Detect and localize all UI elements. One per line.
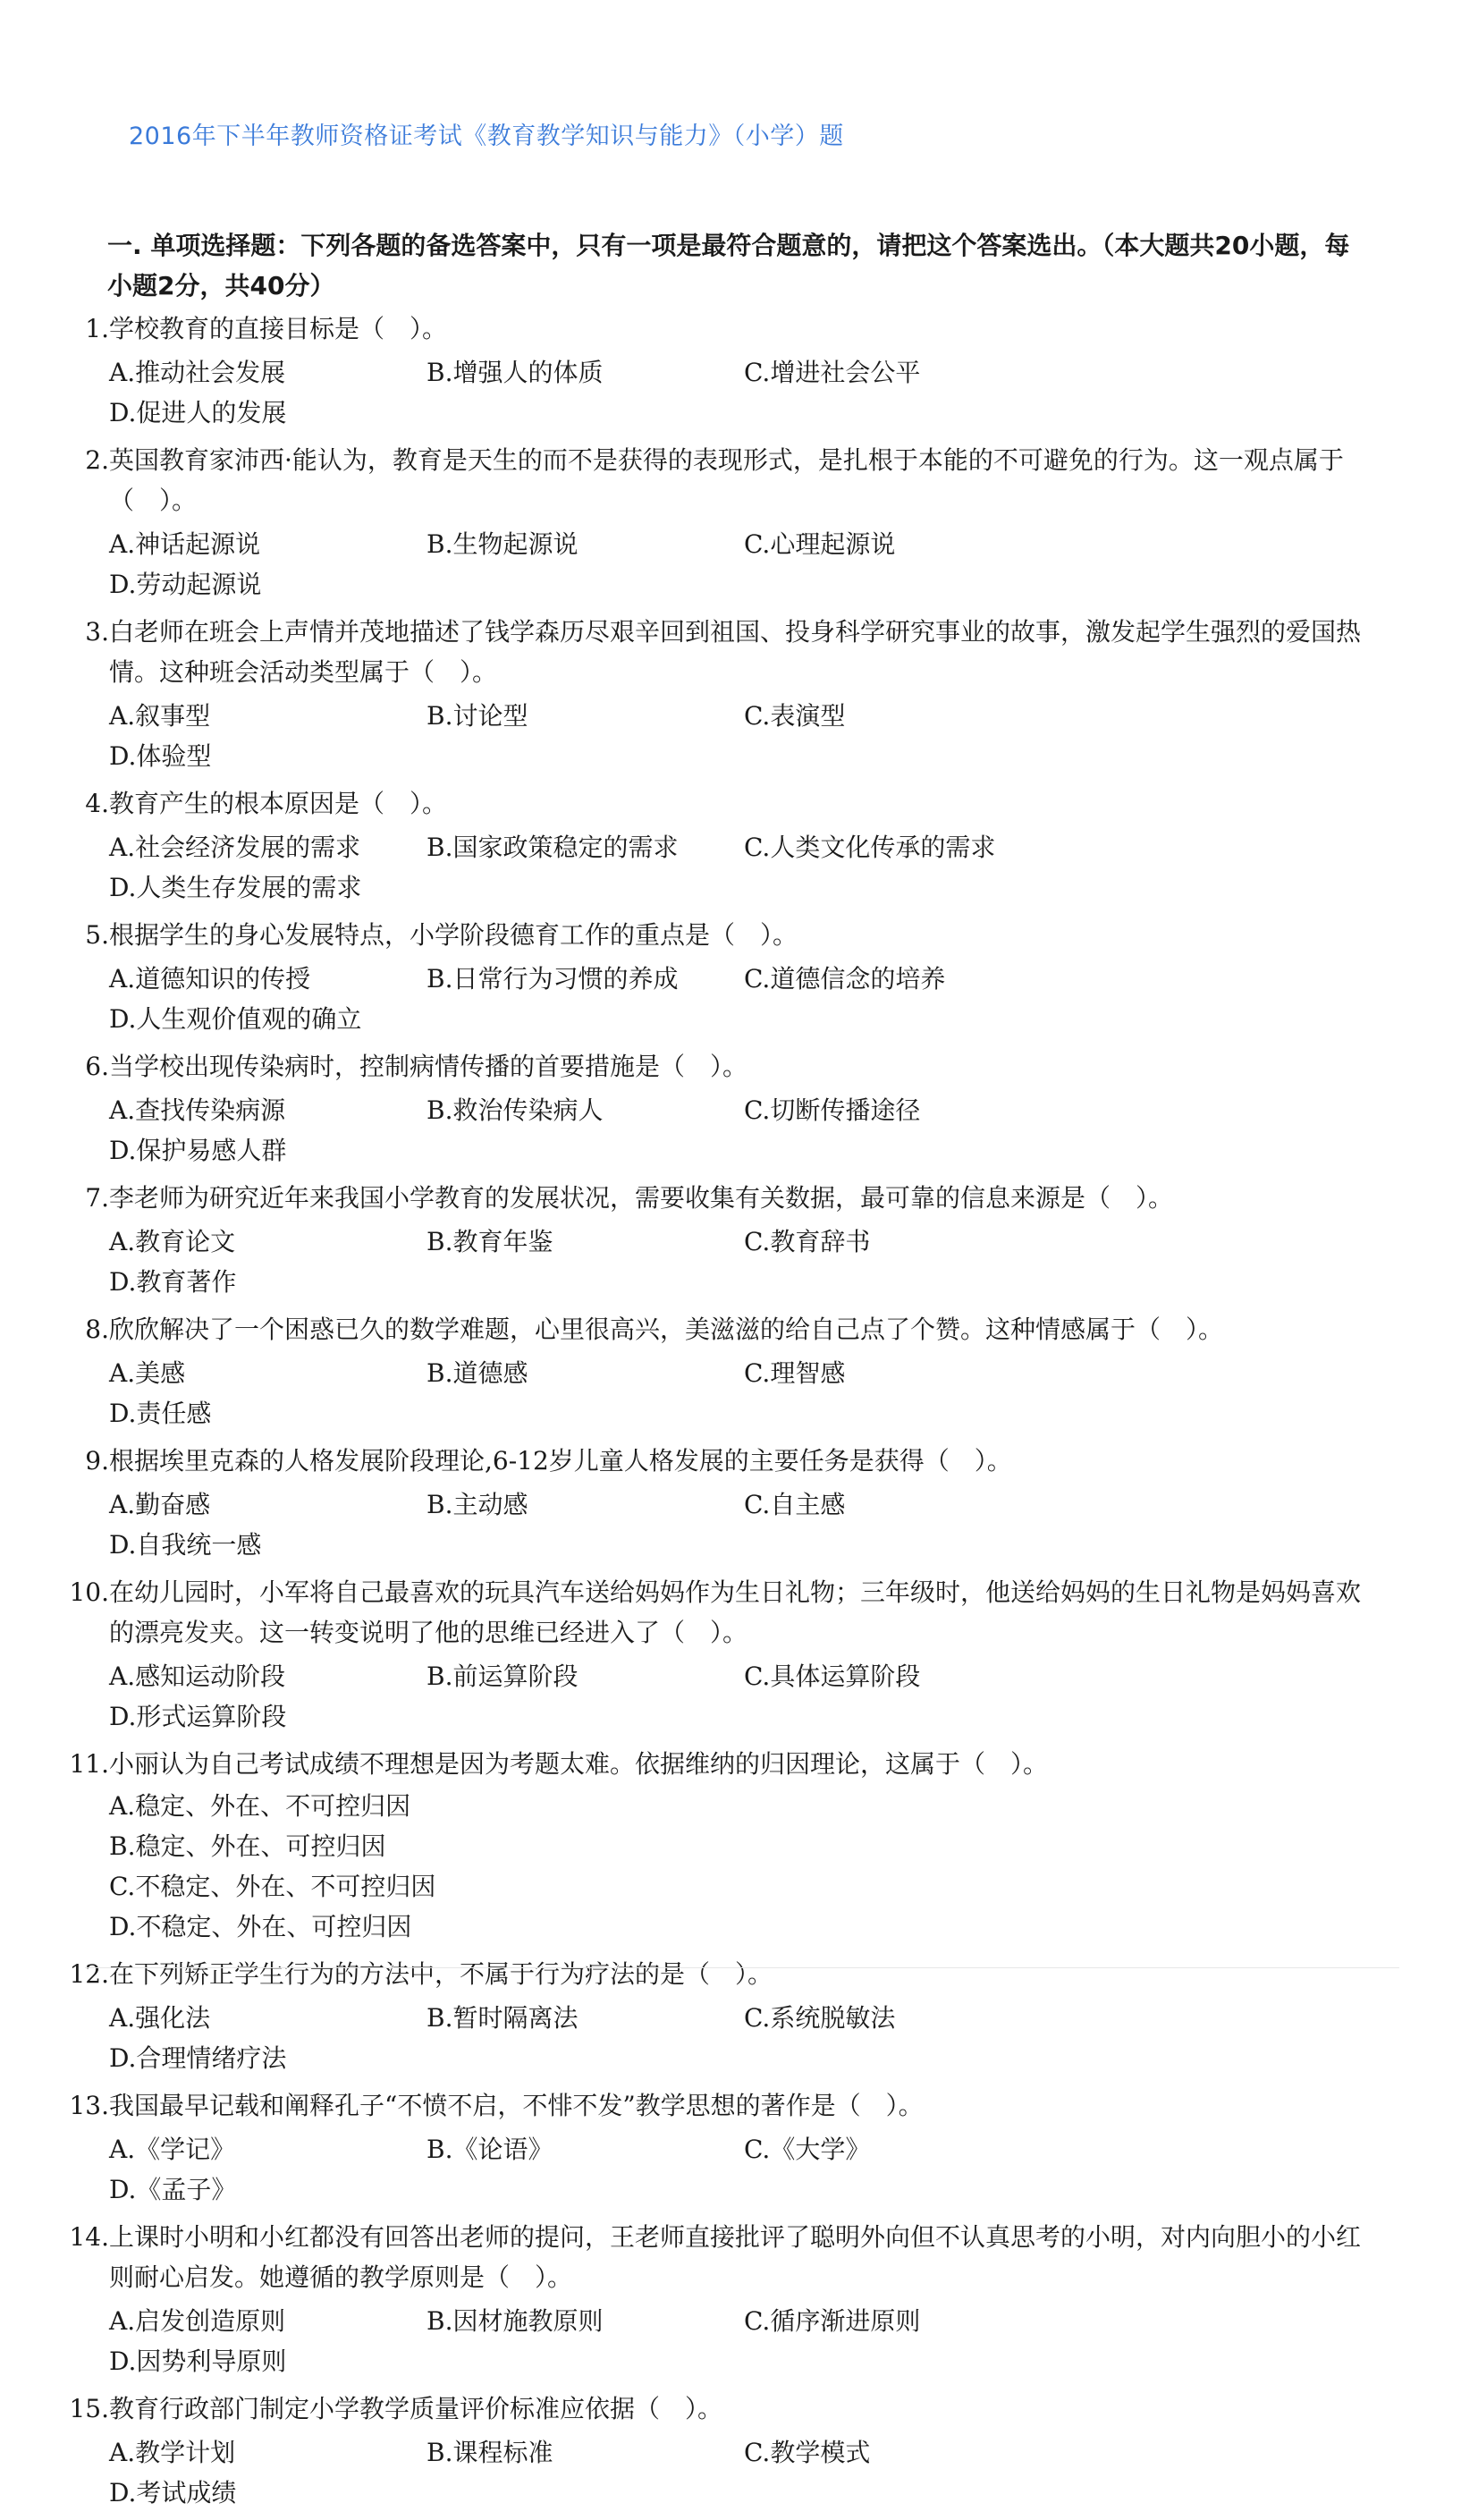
answer-option: A.教学计划 [109, 2438, 236, 2467]
answer-option: B.《论语》 [427, 2135, 553, 2164]
option-group [66, 827, 1372, 908]
answer-option: B.增强人的体质 [427, 358, 604, 387]
section-heading: 一. 单项选择题：下列各题的备选答案中，只有一项是最符合题意的，请把这个答案选出。（本大题共20小题，每小题2分，共40分） [107, 231, 1350, 300]
question-item [66, 2085, 1372, 2210]
option-group [66, 1998, 1372, 2078]
answer-option: B.前运算阶段 [427, 1662, 579, 1691]
option-group [66, 1222, 1372, 1302]
answer-option: D.促进人的发展 [109, 398, 287, 427]
question-item [66, 2389, 1372, 2513]
answer-option: B.暂时隔离法 [427, 2003, 579, 2033]
answer-option: D.教育著作 [109, 1267, 237, 1297]
question-stem [66, 1572, 1372, 1653]
question-text: 白老师在班会上声情并茂地描述了钱学森历尽艰辛回到祖国、投身科学研究事业的故事，激发起学生强烈的爱国热情。这种班会活动类型属于（ ）。 [109, 617, 1362, 687]
answer-option: C.不稳定、外在、不可控归因 [109, 1872, 436, 1901]
answer-option: A.教育论文 [109, 1227, 236, 1256]
answer-option: D.《孟子》 [109, 2175, 237, 2204]
answer-option: A.启发创造原则 [109, 2306, 286, 2336]
question-stem [66, 915, 1372, 955]
answer-option: C.心理起源说 [744, 529, 896, 559]
answer-option: B.稳定、外在、可控归因 [109, 1831, 386, 1861]
question-item [66, 1309, 1372, 1433]
question-number: 11. [69, 1749, 109, 1779]
question-text: 当学校出现传染病时，控制病情传播的首要措施是（ ）。 [109, 1052, 748, 1081]
answer-option: C.理智感 [744, 1358, 846, 1388]
option-group [66, 1090, 1372, 1171]
question-item [66, 783, 1372, 908]
option-group [66, 1656, 1372, 1737]
question-number: 12. [69, 1959, 109, 1989]
document-title: 2016年下半年教师资格证考试《教育教学知识与能力》（小学）题 [129, 123, 844, 150]
answer-option: D.不稳定、外在、可控归因 [109, 1912, 412, 1941]
answer-option: A.社会经济发展的需求 [109, 833, 361, 862]
question-item [66, 1178, 1372, 1302]
question-text: 教育行政部门制定小学教学质量评价标准应依据（ ）。 [109, 2394, 723, 2423]
answer-option: A.查找传染病源 [109, 1095, 286, 1125]
option-group [66, 959, 1372, 1039]
question-text: 在幼儿园时，小军将自己最喜欢的玩具汽车送给妈妈作为生日礼物；三年级时，他送给妈妈的生日礼物是妈妈喜欢的漂亮发夹。这一转变说明了他的思维已经进入了（ ）。 [109, 1577, 1362, 1647]
option-group [66, 696, 1372, 776]
answer-option: C.《大学》 [744, 2135, 871, 2164]
question-number: 4. [85, 789, 109, 818]
question-stem [66, 1954, 1372, 1994]
answer-option: B.日常行为习惯的养成 [427, 964, 679, 994]
question-text: 欣欣解决了一个困惑已久的数学难题，心里很高兴，美滋滋的给自己点了个赞。这种情感属于（ ）。 [109, 1315, 1224, 1344]
answer-option: B.生物起源说 [427, 529, 579, 559]
question-number: 1. [85, 314, 109, 343]
option-group [66, 2301, 1372, 2381]
answer-option: A.推动社会发展 [109, 358, 286, 387]
question-number: 9. [85, 1446, 109, 1476]
question-text: 根据学生的身心发展特点，小学阶段德育工作的重点是（ ）。 [109, 920, 798, 950]
question-item [66, 1046, 1372, 1171]
answer-option: C.具体运算阶段 [744, 1662, 921, 1691]
answer-option: C.表演型 [744, 701, 846, 731]
answer-option: C.增进社会公平 [744, 358, 921, 387]
question-number: 14. [69, 2222, 109, 2252]
question-text: 教育产生的根本原因是（ ）。 [109, 789, 448, 818]
question-number: 2. [85, 445, 109, 475]
question-list [66, 309, 1372, 2520]
option-group [66, 1786, 1372, 1947]
answer-option: A.神话起源说 [109, 529, 261, 559]
question-item [66, 309, 1372, 433]
question-text: 英国教育家沛西·能认为，教育是天生的而不是获得的表现形式，是扎根于本能的不可避免的行为。这一观点属于（ ）。 [109, 445, 1344, 515]
option-group [66, 2432, 1372, 2513]
answer-option: D.劳动起源说 [109, 570, 262, 599]
answer-option: D.保护易感人群 [109, 1136, 287, 1165]
option-group [66, 1353, 1372, 1433]
question-text: 根据埃里克森的人格发展阶段理论,6-12岁儿童人格发展的主要任务是获得（ ）。 [109, 1446, 1012, 1476]
question-stem [66, 1309, 1372, 1349]
answer-option: D.自我统一感 [109, 1530, 262, 1560]
question-number: 7. [85, 1183, 109, 1213]
answer-option: B.课程标准 [427, 2438, 553, 2467]
question-item [66, 1572, 1372, 1737]
answer-option: D.因势利导原则 [109, 2347, 287, 2376]
answer-option: C.道德信念的培养 [744, 964, 946, 994]
question-item [66, 1744, 1372, 1947]
answer-option: C.教学模式 [744, 2438, 871, 2467]
question-stem [66, 1441, 1372, 1481]
question-item [66, 1954, 1372, 2078]
question-stem [66, 2389, 1372, 2429]
question-item [66, 2217, 1372, 2381]
question-number: 6. [85, 1052, 109, 1081]
question-text: 在下列矫正学生行为的方法中，不属于行为疗法的是（ ）。 [109, 1959, 773, 1989]
answer-option: B.主动感 [427, 1490, 528, 1519]
question-stem [66, 309, 1372, 349]
answer-option: A.《学记》 [109, 2135, 236, 2164]
question-number: 8. [85, 1315, 109, 1344]
answer-option: A.强化法 [109, 2003, 211, 2033]
question-number: 3. [85, 617, 109, 647]
question-item [66, 612, 1372, 776]
answer-option: A.美感 [109, 1358, 186, 1388]
answer-option: A.道德知识的传授 [109, 964, 311, 994]
question-stem [66, 612, 1372, 692]
answer-option: B.因材施教原则 [427, 2306, 604, 2336]
answer-option: C.循序渐进原则 [744, 2306, 921, 2336]
question-item [66, 1441, 1372, 1565]
question-stem [66, 440, 1372, 520]
answer-option: C.系统脱敏法 [744, 2003, 896, 2033]
question-item [66, 440, 1372, 605]
question-stem [66, 1046, 1372, 1087]
answer-option: C.切断传播途径 [744, 1095, 921, 1125]
answer-option: B.道德感 [427, 1358, 528, 1388]
answer-option: D.责任感 [109, 1399, 212, 1428]
answer-option: B.讨论型 [427, 701, 528, 731]
question-stem [66, 1178, 1372, 1218]
question-stem [66, 783, 1372, 824]
option-group [66, 2129, 1372, 2210]
answer-option: C.自主感 [744, 1490, 846, 1519]
answer-option: C.人类文化传承的需求 [744, 833, 996, 862]
question-text: 上课时小明和小红都没有回答出老师的提问，王老师直接批评了聪明外向但不认真思考的小明，对内向胆小的小红则耐心启发。她遵循的教学原则是（ ）。 [109, 2222, 1362, 2292]
answer-option: B.国家政策稳定的需求 [427, 833, 679, 862]
page-divider [85, 1967, 1399, 1968]
answer-option: D.考试成绩 [109, 2478, 237, 2507]
option-group [66, 1484, 1372, 1565]
answer-option: C.教育辞书 [744, 1227, 871, 1256]
answer-option: A.感知运动阶段 [109, 1662, 286, 1691]
answer-option: D.人类生存发展的需求 [109, 873, 362, 902]
question-text: 我国最早记载和阐释孔子“不愤不启，不悱不发”教学思想的著作是（ ）。 [109, 2091, 924, 2120]
question-text: 学校教育的直接目标是（ ）。 [109, 314, 448, 343]
answer-option: A.勤奋感 [109, 1490, 211, 1519]
question-number: 15. [69, 2394, 109, 2423]
answer-option: D.人生观价值观的确立 [109, 1004, 362, 1034]
option-group [66, 524, 1372, 605]
question-number: 10. [69, 1577, 109, 1607]
question-number: 5. [85, 920, 109, 950]
question-text: 李老师为研究近年来我国小学教育的发展状况，需要收集有关数据，最可靠的信息来源是（ ）。 [109, 1183, 1174, 1213]
question-item [66, 915, 1372, 1039]
answer-option: D.形式运算阶段 [109, 1702, 287, 1731]
answer-option: A.叙事型 [109, 701, 211, 731]
answer-option: D.合理情绪疗法 [109, 2043, 287, 2073]
answer-option: D.体验型 [109, 741, 212, 771]
answer-option: A.稳定、外在、不可控归因 [109, 1791, 411, 1821]
question-stem [66, 1744, 1372, 1784]
answer-option: B.教育年鉴 [427, 1227, 553, 1256]
question-text: 小丽认为自己考试成绩不理想是因为考题太难。依据维纳的归因理论，这属于（ ）。 [109, 1749, 1049, 1779]
option-group [66, 352, 1372, 433]
question-number: 13. [69, 2091, 109, 2120]
question-stem [66, 2217, 1372, 2297]
answer-option: B.救治传染病人 [427, 1095, 604, 1125]
